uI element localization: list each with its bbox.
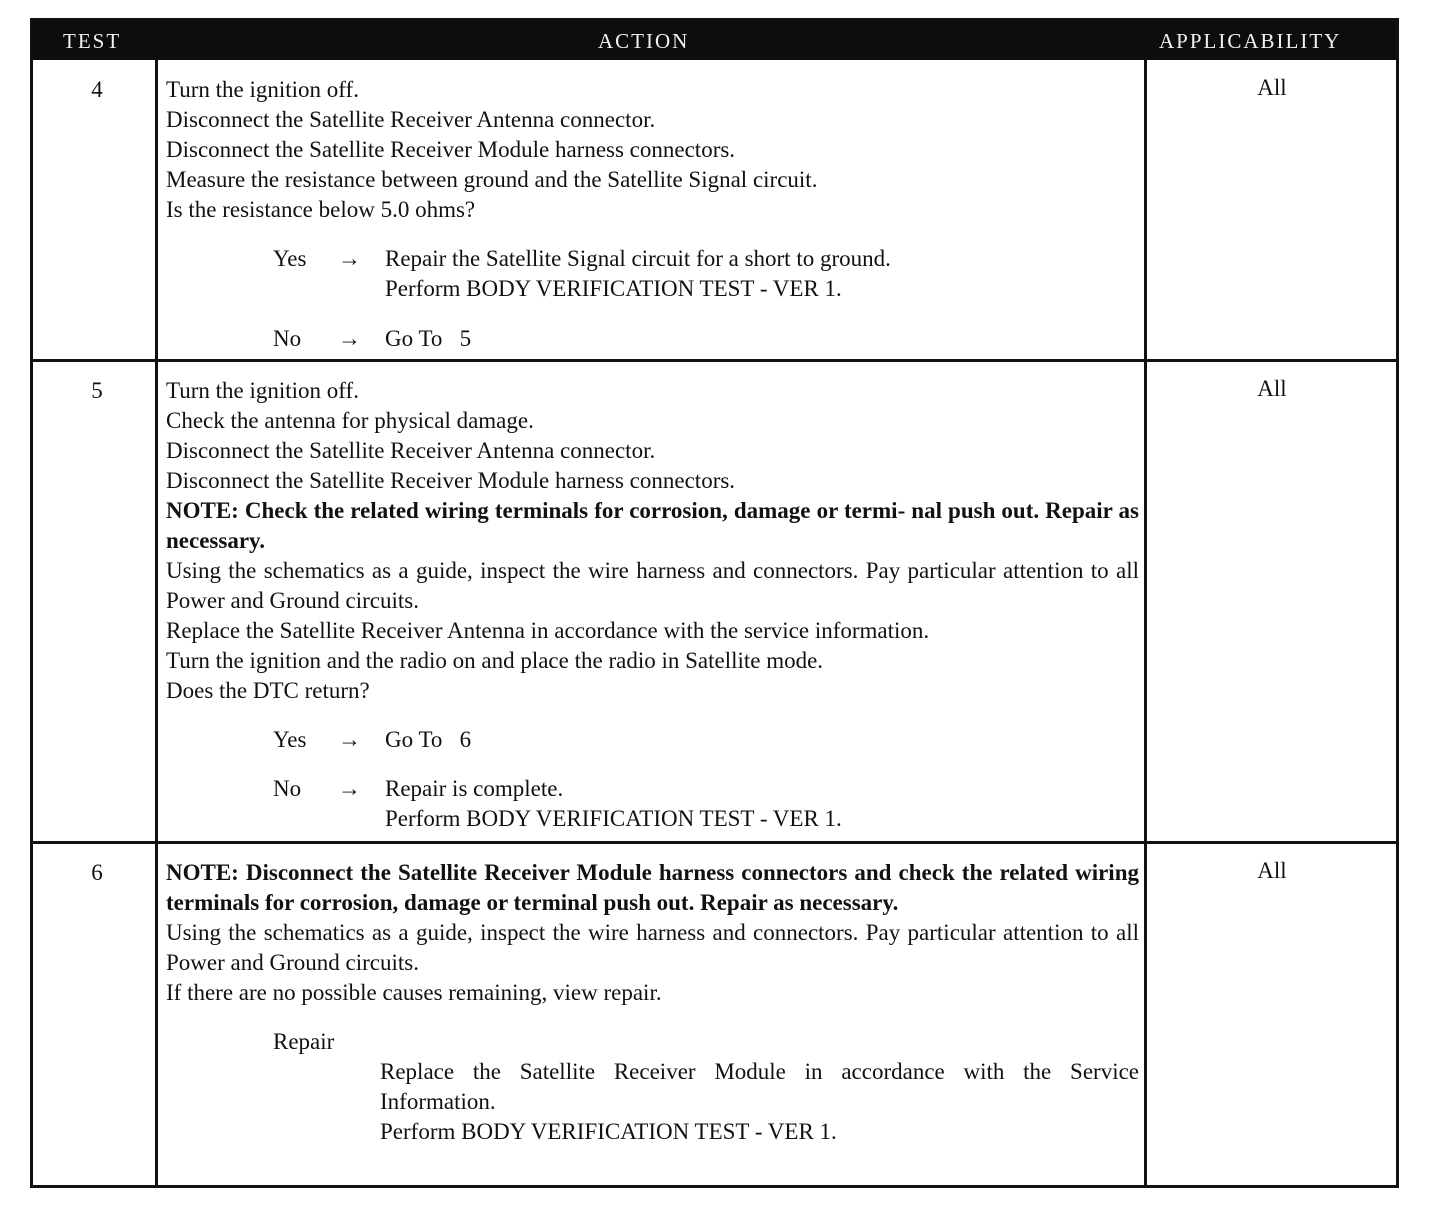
step-text: Replace the Satellite Receiver Antenna in accordance with the service information.: [166, 618, 930, 643]
arrow-icon: →: [338, 326, 361, 351]
diagnostic-test-table: [30, 18, 1399, 1188]
yes-outcome: [166, 725, 1139, 755]
applicability-value: All: [1257, 376, 1287, 401]
yes-label: Yes: [273, 727, 307, 752]
step-text: Measure the resistance between ground and the Satellite Signal circuit.: [166, 167, 818, 192]
applicability-value: All: [1257, 858, 1287, 883]
test-action: [166, 376, 1139, 834]
step-text: Disconnect the Satellite Receiver Module harness connectors.: [166, 468, 736, 493]
step-text: Turn the ignition off.: [166, 378, 359, 403]
no-label: No: [273, 776, 302, 801]
arrow-icon: →: [338, 776, 361, 801]
arrow-icon: →: [338, 246, 361, 271]
repair-text: Replace the Satellite Receiver Module in accordance with the Service Information.: [380, 1059, 1139, 1114]
column-divider: [155, 60, 158, 1185]
step-text: If there are no possible causes remaining, view repair.: [166, 980, 662, 1005]
step-text: Disconnect the Satellite Receiver Module harness connectors.: [166, 137, 736, 162]
test-number: 4: [91, 77, 103, 102]
step-text: Using the schematics as a guide, inspect the wire harness and connectors. Pay particular attention to all Power and Ground circuits.: [166, 558, 1139, 613]
step-text: Disconnect the Satellite Receiver Antenna connector.: [166, 438, 656, 463]
outcome-text: Repair is complete. Perform BODY VERIFICATION TEST - VER 1.: [385, 776, 842, 831]
header-applicability: APPLICABILITY: [1159, 29, 1342, 53]
row-divider: [33, 359, 1396, 362]
test-action: [166, 858, 1139, 1147]
outcome-text: Go To 5: [385, 326, 472, 351]
step-text: Using the schematics as a guide, inspect the wire harness and connectors. Pay particular attention to all Power and Ground circuits.: [166, 920, 1139, 975]
step-text: Turn the ignition and the radio on and place the radio in Satellite mode.: [166, 648, 824, 673]
applicability-value: All: [1257, 75, 1287, 100]
outcome-text: Go To 6: [385, 727, 472, 752]
step-text: Turn the ignition off.: [166, 77, 359, 102]
header-action: ACTION: [598, 29, 690, 53]
table-header: [33, 21, 1396, 60]
test-number: 6: [91, 860, 103, 885]
note-text: NOTE: Disconnect the Satellite Receiver Module harness connectors and check the related wiring terminals for corrosion, damage or terminal push out. Repair as necessary.: [166, 860, 1139, 915]
step-text: Does the DTC return?: [166, 678, 370, 703]
yes-label: Yes: [273, 246, 307, 271]
row-divider: [33, 841, 1396, 844]
yes-outcome: [166, 244, 1139, 304]
test-action: [166, 75, 1139, 354]
repair-text: Perform BODY VERIFICATION TEST - VER 1.: [380, 1119, 837, 1144]
step-text: Check the antenna for physical damage.: [166, 408, 534, 433]
outcome-text: Repair the Satellite Signal circuit for a short to ground. Perform BODY VERIFICATION TEST - VER 1.: [385, 246, 891, 301]
note-text: NOTE: Check the related wiring terminals for corrosion, damage or termi- nal push out. Repair as necessary.: [166, 498, 1139, 553]
column-divider: [1144, 60, 1147, 1185]
test-number: 5: [91, 378, 103, 403]
header-test: TEST: [63, 29, 122, 53]
repair-label: Repair: [273, 1029, 335, 1054]
no-label: No: [273, 326, 302, 351]
no-outcome: [166, 774, 1139, 834]
no-outcome: [166, 324, 1139, 354]
step-text: Disconnect the Satellite Receiver Antenna connector.: [166, 107, 656, 132]
arrow-icon: →: [338, 727, 361, 752]
step-text: Is the resistance below 5.0 ohms?: [166, 197, 476, 222]
